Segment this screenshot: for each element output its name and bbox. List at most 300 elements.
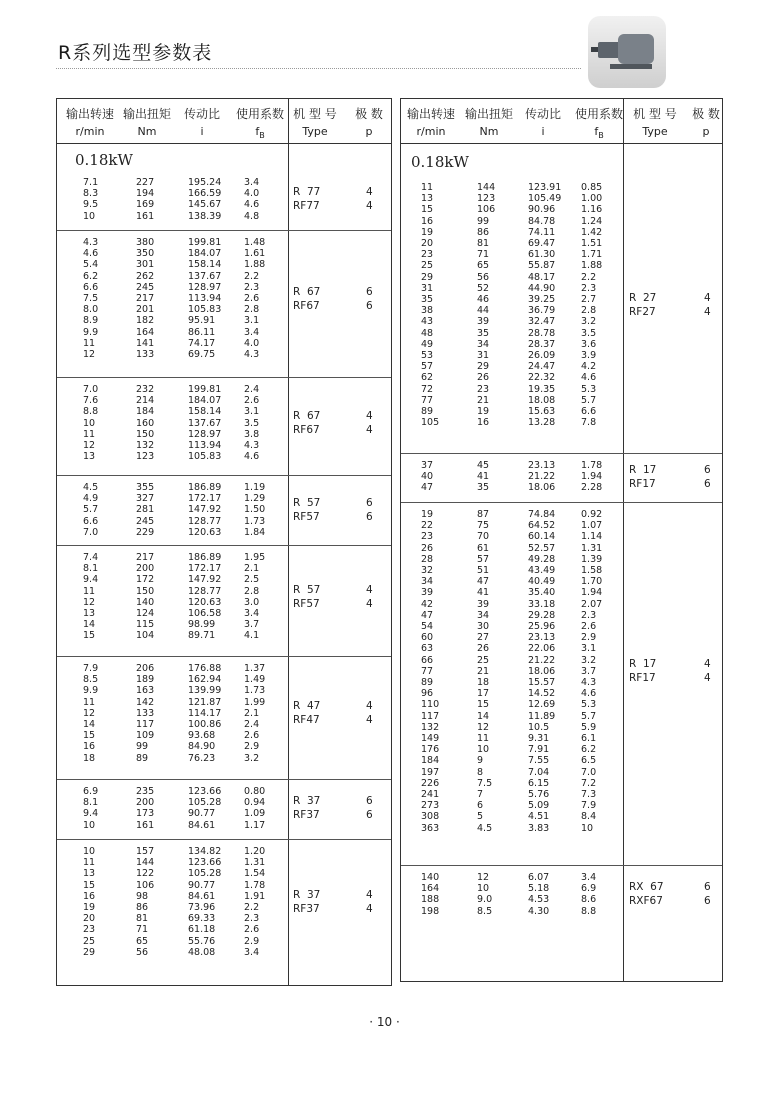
table-row [57, 663, 391, 674]
ratio-value: 32.47 [528, 316, 556, 328]
table-row [401, 587, 722, 598]
service-factor: 1.58 [581, 565, 603, 576]
table-row [401, 711, 722, 722]
pole-count: 4 [704, 292, 711, 305]
ratio-value: 186.89 [188, 482, 222, 493]
service-factor: 3.2 [244, 752, 260, 764]
service-factor: 7.2 [581, 777, 597, 789]
ratio-value: 128.97 [188, 428, 222, 440]
ratio-value: 7.91 [528, 744, 550, 756]
table-row [57, 808, 391, 819]
speed-value: 188 [421, 894, 440, 906]
table-row [401, 554, 722, 565]
model-type: RF37 [293, 809, 320, 822]
header-unit: i [541, 125, 545, 138]
service-factor: 8.6 [581, 894, 597, 906]
service-factor: 1.00 [581, 193, 603, 205]
service-factor: 5.9 [581, 721, 597, 733]
service-factor: 0.92 [581, 509, 603, 520]
speed-value: 13 [83, 868, 96, 880]
service-factor: 4.3 [244, 440, 260, 451]
torque-value: 327 [136, 493, 155, 505]
table-row [401, 328, 722, 339]
service-factor: 2.2 [581, 271, 597, 283]
block-divider [57, 656, 391, 657]
gear-motor-icon [588, 16, 666, 88]
table-row [401, 883, 722, 894]
ratio-value: 172.17 [188, 493, 222, 505]
torque-value: 23 [477, 383, 490, 395]
service-factor: 3.5 [581, 327, 597, 339]
pole-count: 4 [704, 306, 711, 319]
torque-value: 86 [136, 902, 149, 913]
ratio-value: 172.17 [188, 563, 222, 575]
speed-value: 11 [83, 857, 96, 869]
torque-value: 81 [136, 913, 149, 925]
block-divider [57, 230, 391, 231]
ratio-value: 184.07 [188, 395, 222, 407]
ratio-value: 69.75 [188, 349, 216, 360]
service-factor: 2.07 [581, 598, 603, 610]
torque-value: 235 [136, 786, 155, 797]
speed-value: 105 [421, 417, 440, 429]
torque-value: 8.5 [477, 905, 493, 917]
torque-value: 194 [136, 188, 155, 200]
speed-value: 8.5 [83, 674, 99, 686]
table-row [57, 211, 391, 222]
ratio-value: 15.57 [528, 677, 556, 688]
service-factor: 2.5 [244, 574, 260, 586]
service-factor: 3.1 [581, 643, 597, 655]
torque-value: 41 [477, 471, 490, 483]
speed-value: 38 [421, 305, 434, 317]
table-row [401, 621, 722, 632]
torque-value: 150 [136, 585, 155, 597]
speed-value: 226 [421, 777, 440, 789]
torque-value: 21 [477, 394, 490, 406]
ratio-value: 69.33 [188, 913, 216, 925]
table-row [401, 216, 722, 227]
service-factor: 6.6 [581, 406, 597, 417]
table-row [401, 677, 722, 688]
speed-value: 10 [83, 846, 96, 857]
ratio-value: 35.40 [528, 587, 556, 599]
torque-value: 161 [136, 210, 155, 222]
speed-value: 31 [421, 282, 434, 294]
service-factor: 1.07 [581, 520, 603, 532]
ratio-value: 123.91 [528, 182, 562, 193]
table-row [401, 471, 722, 482]
speed-value: 7.9 [83, 663, 99, 674]
table-row [401, 666, 722, 677]
ratio-value: 134.82 [188, 846, 222, 857]
torque-value: 150 [136, 428, 155, 440]
torque-value: 57 [477, 553, 490, 565]
service-factor: 2.6 [244, 293, 260, 304]
table-row [57, 395, 391, 406]
speed-value: 7.0 [83, 526, 99, 538]
service-factor: 1.20 [244, 846, 266, 857]
ratio-value: 22.06 [528, 643, 556, 655]
model-type: R 77 [293, 186, 321, 199]
table-row [401, 350, 722, 361]
table-row [401, 643, 722, 654]
ratio-value: 74.84 [528, 509, 556, 520]
torque-value: 7.5 [477, 777, 493, 789]
torque-value: 106 [477, 204, 496, 216]
service-factor: 1.29 [244, 493, 266, 505]
model-type: R 67 [293, 285, 321, 298]
ratio-value: 74.17 [188, 337, 216, 349]
service-factor: 2.3 [581, 609, 597, 621]
speed-value: 23 [421, 249, 434, 261]
ratio-value: 90.77 [188, 879, 216, 891]
torque-value: 217 [136, 293, 155, 304]
speed-value: 48 [421, 327, 434, 339]
service-factor: 2.2 [244, 902, 260, 913]
speed-value: 77 [421, 394, 434, 406]
header-unit: Nm [479, 125, 499, 138]
pole-count: 6 [366, 299, 373, 312]
pole-count: 6 [366, 285, 373, 298]
service-factor: 4.3 [581, 677, 597, 688]
service-factor: 6.9 [581, 883, 597, 895]
page-number: · 10 · [369, 1015, 400, 1029]
pole-count: 6 [704, 895, 711, 908]
table-row [57, 708, 391, 719]
torque-value: 17 [477, 688, 490, 700]
torque-value: 172 [136, 574, 155, 586]
table-row [401, 543, 722, 554]
table-row [401, 872, 722, 883]
table-row [57, 552, 391, 563]
service-factor: 2.28 [581, 482, 603, 494]
ratio-value: 158.14 [188, 406, 222, 418]
service-factor: 1.31 [581, 542, 603, 554]
table-row [401, 733, 722, 744]
ratio-value: 18.06 [528, 665, 556, 677]
service-factor: 4.0 [244, 337, 260, 349]
service-factor: 4.6 [244, 451, 260, 463]
torque-value: 98 [136, 890, 149, 902]
speed-value: 8.1 [83, 797, 99, 809]
torque-value: 31 [477, 350, 490, 361]
table-row [401, 610, 722, 621]
torque-value: 14 [477, 710, 490, 722]
model-type: R 17 [629, 658, 657, 671]
ratio-value: 55.76 [188, 935, 216, 947]
block-divider [57, 839, 391, 840]
table-row [401, 272, 722, 283]
service-factor: 3.9 [581, 350, 597, 361]
torque-value: 200 [136, 563, 155, 575]
service-factor: 1.94 [581, 471, 603, 483]
service-factor: 3.1 [244, 406, 260, 418]
torque-value: 115 [136, 619, 155, 631]
pole-count: 4 [366, 597, 373, 610]
speed-value: 20 [421, 238, 434, 249]
torque-value: 140 [136, 596, 155, 608]
pole-count: 6 [704, 881, 711, 894]
ratio-value: 10.5 [528, 721, 550, 733]
ratio-value: 5.76 [528, 789, 550, 800]
block-divider [57, 475, 391, 476]
table-row [401, 744, 722, 755]
ratio-value: 128.97 [188, 281, 222, 293]
speed-value: 176 [421, 744, 440, 756]
torque-value: 301 [136, 259, 155, 271]
service-factor: 3.0 [244, 596, 260, 608]
pole-count: 6 [366, 497, 373, 509]
ratio-value: 74.11 [528, 226, 556, 238]
torque-value: 10 [477, 744, 490, 756]
ratio-value: 61.30 [528, 249, 556, 261]
torque-value: 182 [136, 315, 155, 327]
speed-value: 16 [83, 890, 96, 902]
torque-value: 9 [477, 755, 484, 767]
ratio-value: 113.94 [188, 440, 222, 451]
torque-value: 173 [136, 808, 155, 820]
model-type: R 47 [293, 700, 321, 713]
model-type: RF17 [629, 477, 656, 490]
speed-value: 132 [421, 721, 440, 733]
speed-value: 66 [421, 654, 434, 666]
speed-value: 29 [421, 271, 434, 283]
torque-value: 200 [136, 797, 155, 809]
ratio-value: 5.09 [528, 800, 550, 812]
speed-value: 198 [421, 905, 440, 917]
speed-value: 149 [421, 733, 440, 744]
block-divider [401, 502, 722, 503]
service-factor: 2.3 [581, 282, 597, 294]
service-factor: 1.16 [581, 204, 603, 216]
ratio-value: 121.87 [188, 696, 222, 708]
service-factor: 2.8 [244, 304, 260, 316]
service-factor: 8.8 [581, 905, 597, 917]
header-unit: p [365, 125, 373, 138]
title-divider [56, 68, 581, 69]
service-factor: 3.7 [244, 619, 260, 631]
torque-value: 12 [477, 721, 490, 733]
ratio-value: 43.49 [528, 565, 556, 576]
service-factor: 2.4 [244, 384, 260, 395]
torque-value: 99 [136, 741, 149, 753]
header-unit: $f_B$ [594, 125, 604, 141]
service-factor: 3.6 [581, 338, 597, 350]
table-row [57, 697, 391, 708]
ratio-value: 69.47 [528, 238, 556, 249]
service-factor: 5.3 [581, 699, 597, 711]
table-row [57, 451, 391, 462]
service-factor: 3.4 [244, 608, 260, 619]
torque-value: 8 [477, 766, 484, 778]
service-factor: 7.3 [581, 789, 597, 800]
torque-value: 245 [136, 515, 155, 527]
table-row [401, 632, 722, 643]
ratio-value: 186.89 [188, 552, 222, 563]
table-row [57, 947, 391, 958]
torque-value: 163 [136, 685, 155, 697]
torque-value: 6 [477, 800, 484, 812]
torque-value: 122 [136, 868, 155, 880]
ratio-value: 18.08 [528, 394, 556, 406]
header-label: 使用系数 [235, 107, 284, 121]
ratio-value: 13.28 [528, 417, 556, 429]
header-label: 极 数 [355, 107, 383, 121]
torque-value: 26 [477, 643, 490, 655]
speed-value: 6.9 [83, 786, 99, 797]
speed-value: 14 [83, 719, 96, 730]
ratio-value: 73.96 [188, 902, 216, 913]
speed-value: 54 [421, 621, 434, 632]
speed-value: 6.2 [83, 270, 99, 282]
ratio-value: 25.96 [528, 621, 556, 632]
torque-value: 26 [477, 372, 490, 384]
service-factor: 2.1 [244, 707, 260, 719]
torque-value: 4.5 [477, 822, 493, 834]
ratio-value: 90.77 [188, 808, 216, 820]
ratio-value: 113.94 [188, 293, 222, 304]
speed-value: 10 [83, 417, 96, 429]
torque-value: 7 [477, 789, 484, 800]
header-unit: p [702, 125, 710, 138]
pole-count: 4 [704, 672, 711, 685]
header-label: 输出转速 [65, 107, 114, 121]
pole-count: 6 [366, 809, 373, 822]
model-type: R 37 [293, 889, 321, 901]
model-type: RXF67 [629, 895, 663, 908]
service-factor: 2.6 [581, 621, 597, 632]
speed-value: 20 [83, 913, 96, 925]
ratio-value: 120.63 [188, 596, 222, 608]
table-row [57, 685, 391, 696]
torque-value: 34 [477, 609, 490, 621]
service-factor: 2.8 [244, 585, 260, 597]
ratio-value: 138.39 [188, 210, 222, 222]
torque-value: 245 [136, 281, 155, 293]
pole-count: 4 [366, 903, 373, 915]
ratio-value: 7.04 [528, 766, 550, 778]
table-row [57, 741, 391, 752]
torque-value: 132 [136, 440, 155, 451]
table-row [57, 504, 391, 515]
pole-count: 6 [366, 795, 373, 808]
table-row [401, 361, 722, 372]
speed-value: 8.8 [83, 406, 99, 418]
service-factor: 5.7 [581, 394, 597, 406]
torque-value: 39 [477, 316, 490, 328]
ratio-value: 24.47 [528, 361, 556, 373]
torque-value: 10 [477, 883, 490, 895]
torque-value: 71 [477, 249, 490, 261]
torque-value: 133 [136, 707, 155, 719]
speed-value: 96 [421, 688, 434, 700]
speed-value: 26 [421, 542, 434, 554]
service-factor: 2.9 [244, 741, 260, 753]
torque-value: 355 [136, 482, 155, 493]
ratio-value: 28.37 [528, 338, 556, 350]
table-row [57, 237, 391, 248]
speed-value: 13 [83, 451, 96, 463]
speed-value: 42 [421, 598, 434, 610]
service-factor: 6.5 [581, 755, 597, 767]
torque-value: 44 [477, 305, 490, 317]
service-factor: 2.6 [244, 395, 260, 407]
block-divider [57, 779, 391, 780]
torque-value: 161 [136, 819, 155, 831]
ratio-value: 120.63 [188, 526, 222, 538]
table-row [57, 924, 391, 935]
service-factor: 1.95 [244, 552, 266, 563]
speed-value: 164 [421, 883, 440, 895]
table-row [401, 260, 722, 271]
pole-count: 4 [366, 714, 373, 727]
torque-value: 184 [136, 406, 155, 418]
service-factor: 1.61 [244, 248, 266, 260]
service-factor: 2.2 [244, 270, 260, 282]
header-label: 机 型 号 [293, 107, 337, 121]
model-type: R 37 [293, 795, 321, 808]
table-row [401, 655, 722, 666]
table-row [401, 811, 722, 822]
ratio-value: 106.58 [188, 608, 222, 619]
ratio-value: 84.78 [528, 215, 556, 227]
pole-count: 4 [366, 424, 373, 437]
ratio-value: 95.91 [188, 315, 216, 327]
service-factor: 4.3 [244, 349, 260, 360]
ratio-value: 90.96 [528, 204, 556, 216]
speed-value: 16 [83, 741, 96, 753]
header-label: 机 型 号 [633, 107, 677, 121]
ratio-value: 84.90 [188, 741, 216, 753]
power-label: 0.18kW [75, 151, 133, 169]
service-factor: 3.4 [244, 946, 260, 958]
service-factor: 3.8 [244, 428, 260, 440]
header-unit: Type [302, 125, 328, 138]
speed-value: 35 [421, 294, 434, 305]
speed-value: 25 [421, 260, 434, 272]
speed-value: 9.4 [83, 808, 99, 820]
ratio-value: 123.66 [188, 786, 222, 797]
right-parameter-table [400, 98, 723, 982]
table-row [401, 294, 722, 305]
table-row [401, 182, 722, 193]
torque-value: 262 [136, 270, 155, 282]
torque-value: 350 [136, 248, 155, 260]
torque-value: 21 [477, 665, 490, 677]
torque-value: 157 [136, 846, 155, 857]
service-factor: 3.2 [581, 654, 597, 666]
table-row [57, 891, 391, 902]
ratio-value: 7.55 [528, 755, 550, 767]
ratio-value: 48.08 [188, 946, 216, 958]
table-row [401, 778, 722, 789]
table-row [57, 429, 391, 440]
speed-value: 4.9 [83, 493, 99, 505]
table-row [57, 282, 391, 293]
table-row [57, 846, 391, 857]
service-factor: 1.88 [244, 259, 266, 271]
speed-value: 15 [83, 630, 96, 642]
table-row [57, 857, 391, 868]
torque-value: 29 [477, 361, 490, 373]
torque-value: 281 [136, 504, 155, 516]
service-factor: 1.17 [244, 819, 266, 831]
speed-value: 12 [83, 707, 96, 719]
speed-value: 47 [421, 482, 434, 494]
speed-value: 63 [421, 643, 434, 655]
ratio-value: 14.52 [528, 688, 556, 700]
